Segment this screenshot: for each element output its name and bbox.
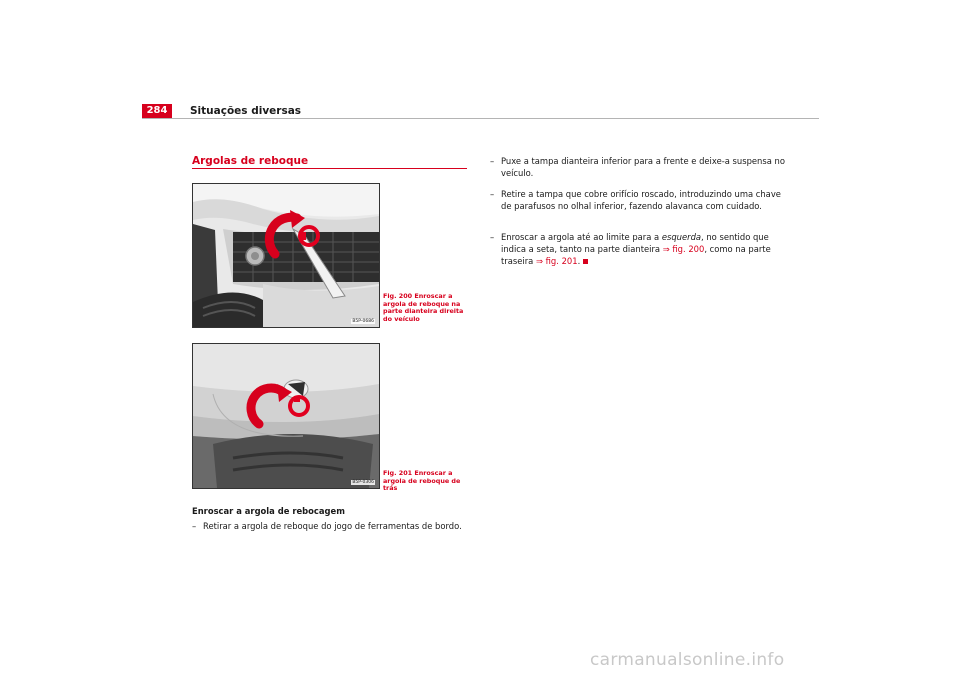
step-dash: – [490,189,495,199]
step-text-part3: , como na parte traseira [501,244,771,266]
step-dash: – [490,232,495,242]
end-of-section-icon [583,259,588,264]
page-header-title: Situações diversas [190,105,302,117]
step-dash: – [490,156,495,166]
procedure-heading: Enroscar a argola de rebocagem [192,506,345,516]
figure-code: B5P-0686 [352,319,374,324]
figure-201-link[interactable]: fig. 201 [545,256,578,266]
watermark: carmanualsonline.info [590,650,785,670]
front-bumper-illustration [193,184,379,327]
procedure-step-2 [490,155,786,179]
procedure-step-1 [192,520,493,532]
rear-bumper-illustration [193,344,379,488]
step-text: Retire a tampa que cobre orifício roscado, introduzindo uma chave de parafusos no olhal inferior, fazendo alavanca com cuidado. [501,189,781,211]
step-text: Retirar a argola de reboque do jogo de ferramentas de bordo. [203,521,462,531]
step-text: Puxe a tampa dianteira inferior para a frente e deixe-a suspensa no veículo. [501,156,785,178]
figure-200-caption: Fig. 200 Enroscar a argola de reboque na parte dianteira direita do veículo [383,292,464,324]
step-text-part1: Enroscar a argola até ao limite para a [501,232,662,242]
step-text-part4: . [577,256,581,266]
procedure-step-4 [490,231,786,267]
page-number: 284 [142,104,172,118]
section-divider [192,168,467,169]
cross-reference-arrow-icon: ⇒ [662,244,670,254]
figure-200-link[interactable]: fig. 200 [672,244,705,254]
figure-201-rear-tow-eye [192,343,380,489]
step-text-part2: , no sentido que indica a seta, tanto na parte dianteira [501,232,769,254]
figure-201-caption: Fig. 201 Enroscar a argola de reboque de trás [383,469,461,493]
header-divider [142,118,819,119]
procedure-step-3 [490,188,786,212]
figure-code: B5P-0306 [352,480,374,485]
section-title: Argolas de reboque [192,155,309,167]
step-emphasis: esquerda [661,232,702,242]
figure-200-front-tow-eye [192,183,380,328]
step-dash: – [192,521,197,531]
cross-reference-arrow-icon: ⇒ [535,256,543,266]
